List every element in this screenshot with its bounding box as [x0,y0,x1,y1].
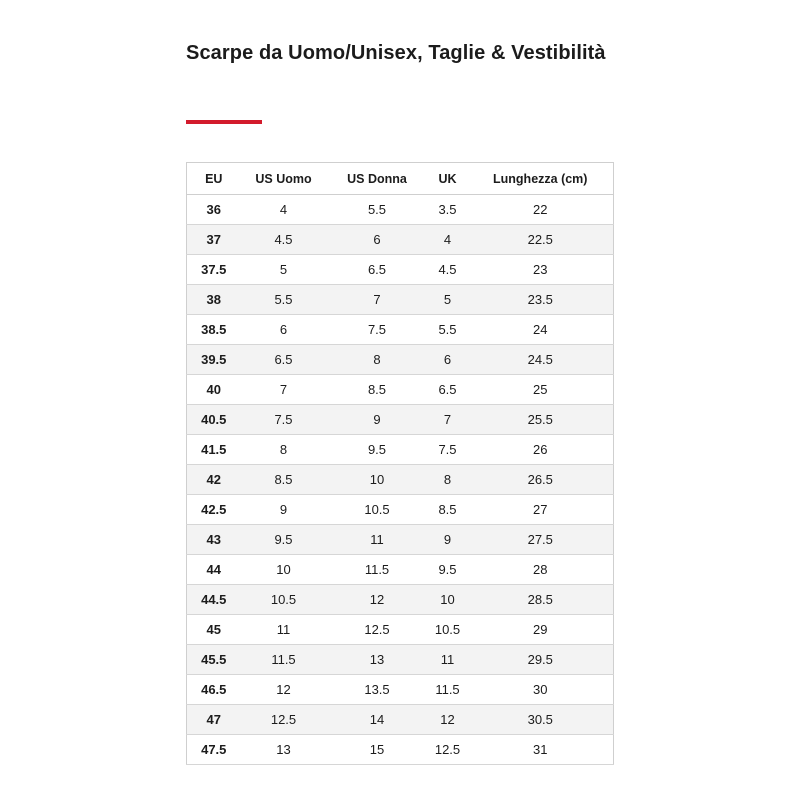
table-row [187,675,614,705]
header-us-women: US Donna [327,163,428,195]
cell-us-women: 12 [327,585,428,615]
cell-uk: 11 [428,645,468,675]
cell-length: 23.5 [468,285,614,315]
cell-us-men: 7 [241,375,327,405]
table-row [187,585,614,615]
table-row [187,615,614,645]
cell-length: 22.5 [468,225,614,255]
cell-eu: 36 [187,195,241,225]
table-row [187,465,614,495]
cell-eu: 47.5 [187,735,241,765]
cell-us-women: 13.5 [327,675,428,705]
cell-us-men: 7.5 [241,405,327,435]
cell-eu: 40.5 [187,405,241,435]
cell-eu: 40 [187,375,241,405]
cell-eu: 38 [187,285,241,315]
cell-us-men: 6.5 [241,345,327,375]
table-row [187,345,614,375]
cell-us-women: 6 [327,225,428,255]
table-row [187,255,614,285]
cell-uk: 10 [428,585,468,615]
cell-eu: 44 [187,555,241,585]
cell-length: 29.5 [468,645,614,675]
cell-us-women: 11 [327,525,428,555]
cell-uk: 11.5 [428,675,468,705]
cell-us-men: 9.5 [241,525,327,555]
cell-us-men: 4.5 [241,225,327,255]
cell-us-men: 6 [241,315,327,345]
cell-uk: 9.5 [428,555,468,585]
cell-us-men: 10.5 [241,585,327,615]
cell-us-men: 11.5 [241,645,327,675]
table-header-row [187,163,614,195]
cell-us-women: 9.5 [327,435,428,465]
cell-length: 24 [468,315,614,345]
table-row [187,735,614,765]
cell-eu: 45.5 [187,645,241,675]
cell-us-men: 10 [241,555,327,585]
table-row [187,435,614,465]
page-title: Scarpe da Uomo/Unisex, Taglie & Vestibilità [186,42,606,64]
cell-length: 30 [468,675,614,705]
cell-length: 22 [468,195,614,225]
cell-uk: 12 [428,705,468,735]
cell-uk: 6 [428,345,468,375]
cell-us-women: 11.5 [327,555,428,585]
cell-uk: 9 [428,525,468,555]
cell-us-men: 12.5 [241,705,327,735]
table-row [187,525,614,555]
cell-uk: 12.5 [428,735,468,765]
table-row [187,405,614,435]
cell-uk: 4 [428,225,468,255]
cell-uk: 7 [428,405,468,435]
cell-length: 29 [468,615,614,645]
cell-us-women: 7 [327,285,428,315]
header-us-men: US Uomo [241,163,327,195]
cell-uk: 10.5 [428,615,468,645]
table-row [187,225,614,255]
cell-us-men: 13 [241,735,327,765]
cell-eu: 37.5 [187,255,241,285]
cell-us-women: 8.5 [327,375,428,405]
cell-eu: 37 [187,225,241,255]
cell-eu: 39.5 [187,345,241,375]
cell-uk: 8 [428,465,468,495]
cell-uk: 5.5 [428,315,468,345]
table-row [187,645,614,675]
cell-us-women: 10.5 [327,495,428,525]
cell-us-women: 7.5 [327,315,428,345]
cell-us-men: 8.5 [241,465,327,495]
table-row [187,285,614,315]
cell-us-men: 4 [241,195,327,225]
cell-us-women: 9 [327,405,428,435]
cell-length: 26 [468,435,614,465]
cell-eu: 42.5 [187,495,241,525]
cell-us-women: 13 [327,645,428,675]
cell-length: 27 [468,495,614,525]
cell-us-men: 12 [241,675,327,705]
cell-us-men: 9 [241,495,327,525]
cell-length: 31 [468,735,614,765]
cell-us-men: 5 [241,255,327,285]
cell-length: 26.5 [468,465,614,495]
table-row [187,195,614,225]
cell-us-women: 14 [327,705,428,735]
table-row [187,555,614,585]
cell-uk: 8.5 [428,495,468,525]
cell-length: 30.5 [468,705,614,735]
header-length: Lunghezza (cm) [468,163,614,195]
cell-length: 28.5 [468,585,614,615]
cell-uk: 4.5 [428,255,468,285]
cell-uk: 7.5 [428,435,468,465]
cell-length: 27.5 [468,525,614,555]
table-row [187,375,614,405]
cell-eu: 43 [187,525,241,555]
cell-length: 28 [468,555,614,585]
cell-us-women: 15 [327,735,428,765]
cell-eu: 46.5 [187,675,241,705]
cell-us-women: 10 [327,465,428,495]
cell-length: 23 [468,255,614,285]
table-row [187,705,614,735]
cell-us-men: 11 [241,615,327,645]
cell-us-women: 8 [327,345,428,375]
cell-eu: 47 [187,705,241,735]
cell-us-men: 5.5 [241,285,327,315]
title-accent-bar [186,120,262,124]
cell-eu: 41.5 [187,435,241,465]
cell-length: 24.5 [468,345,614,375]
cell-us-men: 8 [241,435,327,465]
table-row [187,495,614,525]
cell-uk: 3.5 [428,195,468,225]
cell-length: 25 [468,375,614,405]
cell-eu: 44.5 [187,585,241,615]
header-eu: EU [187,163,241,195]
cell-length: 25.5 [468,405,614,435]
cell-eu: 42 [187,465,241,495]
cell-uk: 6.5 [428,375,468,405]
cell-eu: 45 [187,615,241,645]
table-row [187,315,614,345]
size-chart-table [186,162,614,765]
cell-us-women: 6.5 [327,255,428,285]
header-uk: UK [428,163,468,195]
cell-uk: 5 [428,285,468,315]
cell-us-women: 12.5 [327,615,428,645]
cell-us-women: 5.5 [327,195,428,225]
cell-eu: 38.5 [187,315,241,345]
